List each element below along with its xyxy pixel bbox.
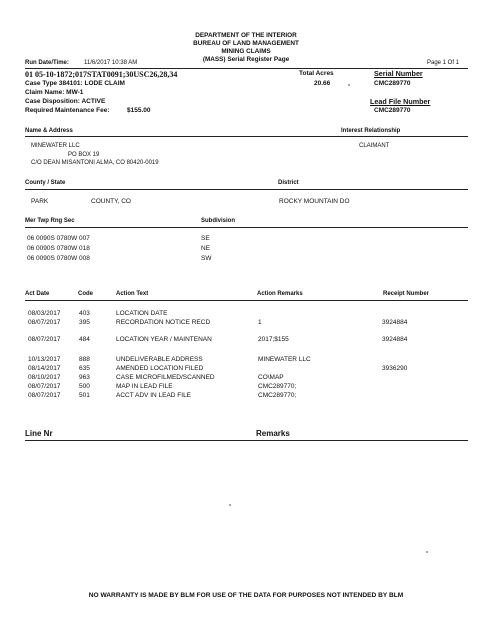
total-acres-label: Total Acres (299, 70, 334, 77)
table-row (0, 365, 492, 374)
maintenance-fee-value: $155.00 (127, 107, 151, 114)
claim-name: Claim Name: MW-1 (25, 89, 84, 96)
act-date: 08/07/2017 (28, 319, 61, 326)
action-text-header: Action Text (116, 291, 149, 297)
mer-mtrs: 06 0090S 0780W 018 (27, 245, 90, 252)
act-code: 888 (79, 356, 90, 363)
action-text: RECORDATION NOTICE RECD (116, 319, 211, 326)
county-name: PARK (31, 198, 49, 205)
receipt-number: 3924884 (382, 336, 408, 343)
lead-file-value: CMC289770 (374, 107, 411, 114)
page-indicator: Page 1 Of 1 (427, 60, 460, 66)
serial-number-label: Serial Number (374, 69, 423, 78)
total-acres-value: 20.66 (314, 80, 331, 87)
act-code: 500 (79, 383, 90, 390)
action-remarks: 1 (258, 319, 262, 326)
act-code: 484 (79, 336, 90, 343)
scan-speck (229, 504, 231, 506)
claimant-name: MINEWATER LLC (31, 143, 80, 149)
district-value: ROCKY MOUNTAIN DO (279, 198, 350, 205)
action-text: MAP IN LEAD FILE (116, 383, 173, 390)
mer-twp-rng-sec-label: Mer Twp Rng Sec (25, 218, 75, 224)
interest-relationship-value: CLAIMANT (359, 143, 390, 149)
act-code: 501 (79, 392, 90, 399)
case-disposition: Case Disposition: ACTIVE (25, 98, 106, 105)
act-code: 963 (79, 374, 90, 381)
table-row (0, 356, 492, 365)
act-date-header: Act Date (25, 291, 50, 297)
case-type: Case Type 384101: LODE CLAIM (25, 80, 125, 87)
mer-row (0, 235, 492, 244)
act-date: 08/03/2017 (28, 310, 61, 317)
action-text: AMENDED LOCATION FILED (116, 365, 204, 372)
claimant-address-line2: C/O DEAN MISANTONI ALMA, CO 80420-0019 (31, 160, 159, 166)
action-remarks: MINEWATER LLC (258, 356, 311, 363)
mer-section-rule (25, 227, 468, 228)
county-section-rule (25, 189, 468, 190)
act-code: 403 (79, 310, 90, 317)
table-row (0, 383, 492, 392)
lead-file-label: Lead File Number (370, 97, 431, 106)
maintenance-fee-label: Required Maintenance Fee: (25, 107, 110, 114)
receipt-number: 3936290 (382, 365, 408, 372)
remarks-label: Remarks (256, 429, 290, 438)
mer-mtrs: 06 0090S 0780W 007 (27, 235, 90, 242)
county-state-label: County / State (25, 180, 66, 186)
table-row (0, 336, 492, 345)
action-remarks-header: Action Remarks (257, 291, 303, 297)
line-nr-label: Line Nr (25, 429, 53, 438)
name-section-rule (25, 136, 468, 137)
county-state-value: COUNTY, CO (91, 198, 131, 205)
act-date: 08/07/2017 (28, 336, 61, 343)
claimant-address-line1: PO BOX 19 (68, 152, 100, 158)
action-text: ACCT ADV IN LEAD FILE (116, 392, 192, 399)
mer-subdivision: NE (201, 245, 211, 252)
receipt-number-header: Receipt Number (383, 291, 430, 297)
receipt-number: 3924884 (382, 319, 408, 326)
scan-speck (426, 551, 428, 553)
run-datetime-label: Run Date/Time: (25, 60, 69, 66)
table-row (0, 310, 492, 319)
act-date: 08/07/2017 (28, 392, 61, 399)
scan-speck (348, 84, 350, 86)
table-row (0, 392, 492, 401)
report-subject: MINING CLAIMS (221, 48, 271, 55)
action-text: LOCATION YEAR / MAINTENAN (116, 336, 212, 343)
action-remarks: CO\MAP (258, 374, 284, 381)
mer-mtrs: 06 0090S 0780W 008 (27, 255, 90, 262)
act-code: 635 (79, 365, 90, 372)
case-code-line: 01 05-10-1872;017STAT0091;30USC26,28,34 (25, 70, 178, 79)
act-date: 08/14/2017 (28, 365, 61, 372)
bureau-title: BUREAU OF LAND MANAGEMENT (193, 40, 299, 47)
action-text: LOCATION DATE (116, 310, 168, 317)
interest-relationship-label: Interest Relationship (341, 128, 401, 134)
agency-title: DEPARTMENT OF THE INTERIOR (195, 32, 297, 39)
mer-subdivision: SE (201, 235, 210, 242)
run-datetime-value: 11/6/2017 10:38 AM (84, 60, 138, 66)
act-date: 08/07/2017 (28, 383, 61, 390)
act-code: 395 (79, 319, 90, 326)
action-text: CASE MICROFILMED/SCANNED (116, 374, 215, 381)
serial-number-value: CMC289770 (374, 80, 411, 87)
act-date: 10/13/2017 (28, 356, 61, 363)
remarks-rule (25, 440, 468, 441)
action-remarks: CMC289770; (258, 383, 297, 390)
action-remarks: CMC289770; (258, 392, 297, 399)
district-label: District (278, 180, 299, 186)
table-row (0, 374, 492, 383)
mer-subdivision: SW (201, 255, 212, 262)
mer-row (0, 255, 492, 264)
warranty-footer: NO WARRANTY IS MADE BY BLM FOR USE OF THE DATA FOR PURPOSES NOT INTENDED BY BLM (88, 592, 404, 599)
action-remarks: 2017;$155 (258, 336, 289, 343)
name-address-label: Name & Address (25, 128, 73, 134)
action-text: UNDELIVERABLE ADDRESS (116, 356, 203, 363)
actions-header-rule (25, 300, 468, 301)
mer-row (0, 245, 492, 254)
report-name: (MASS) Serial Register Page (202, 56, 290, 63)
act-date: 08/10/2017 (28, 374, 61, 381)
table-row (0, 319, 492, 328)
subdivision-label: Subdivision (201, 218, 236, 224)
code-header: Code (78, 291, 93, 297)
